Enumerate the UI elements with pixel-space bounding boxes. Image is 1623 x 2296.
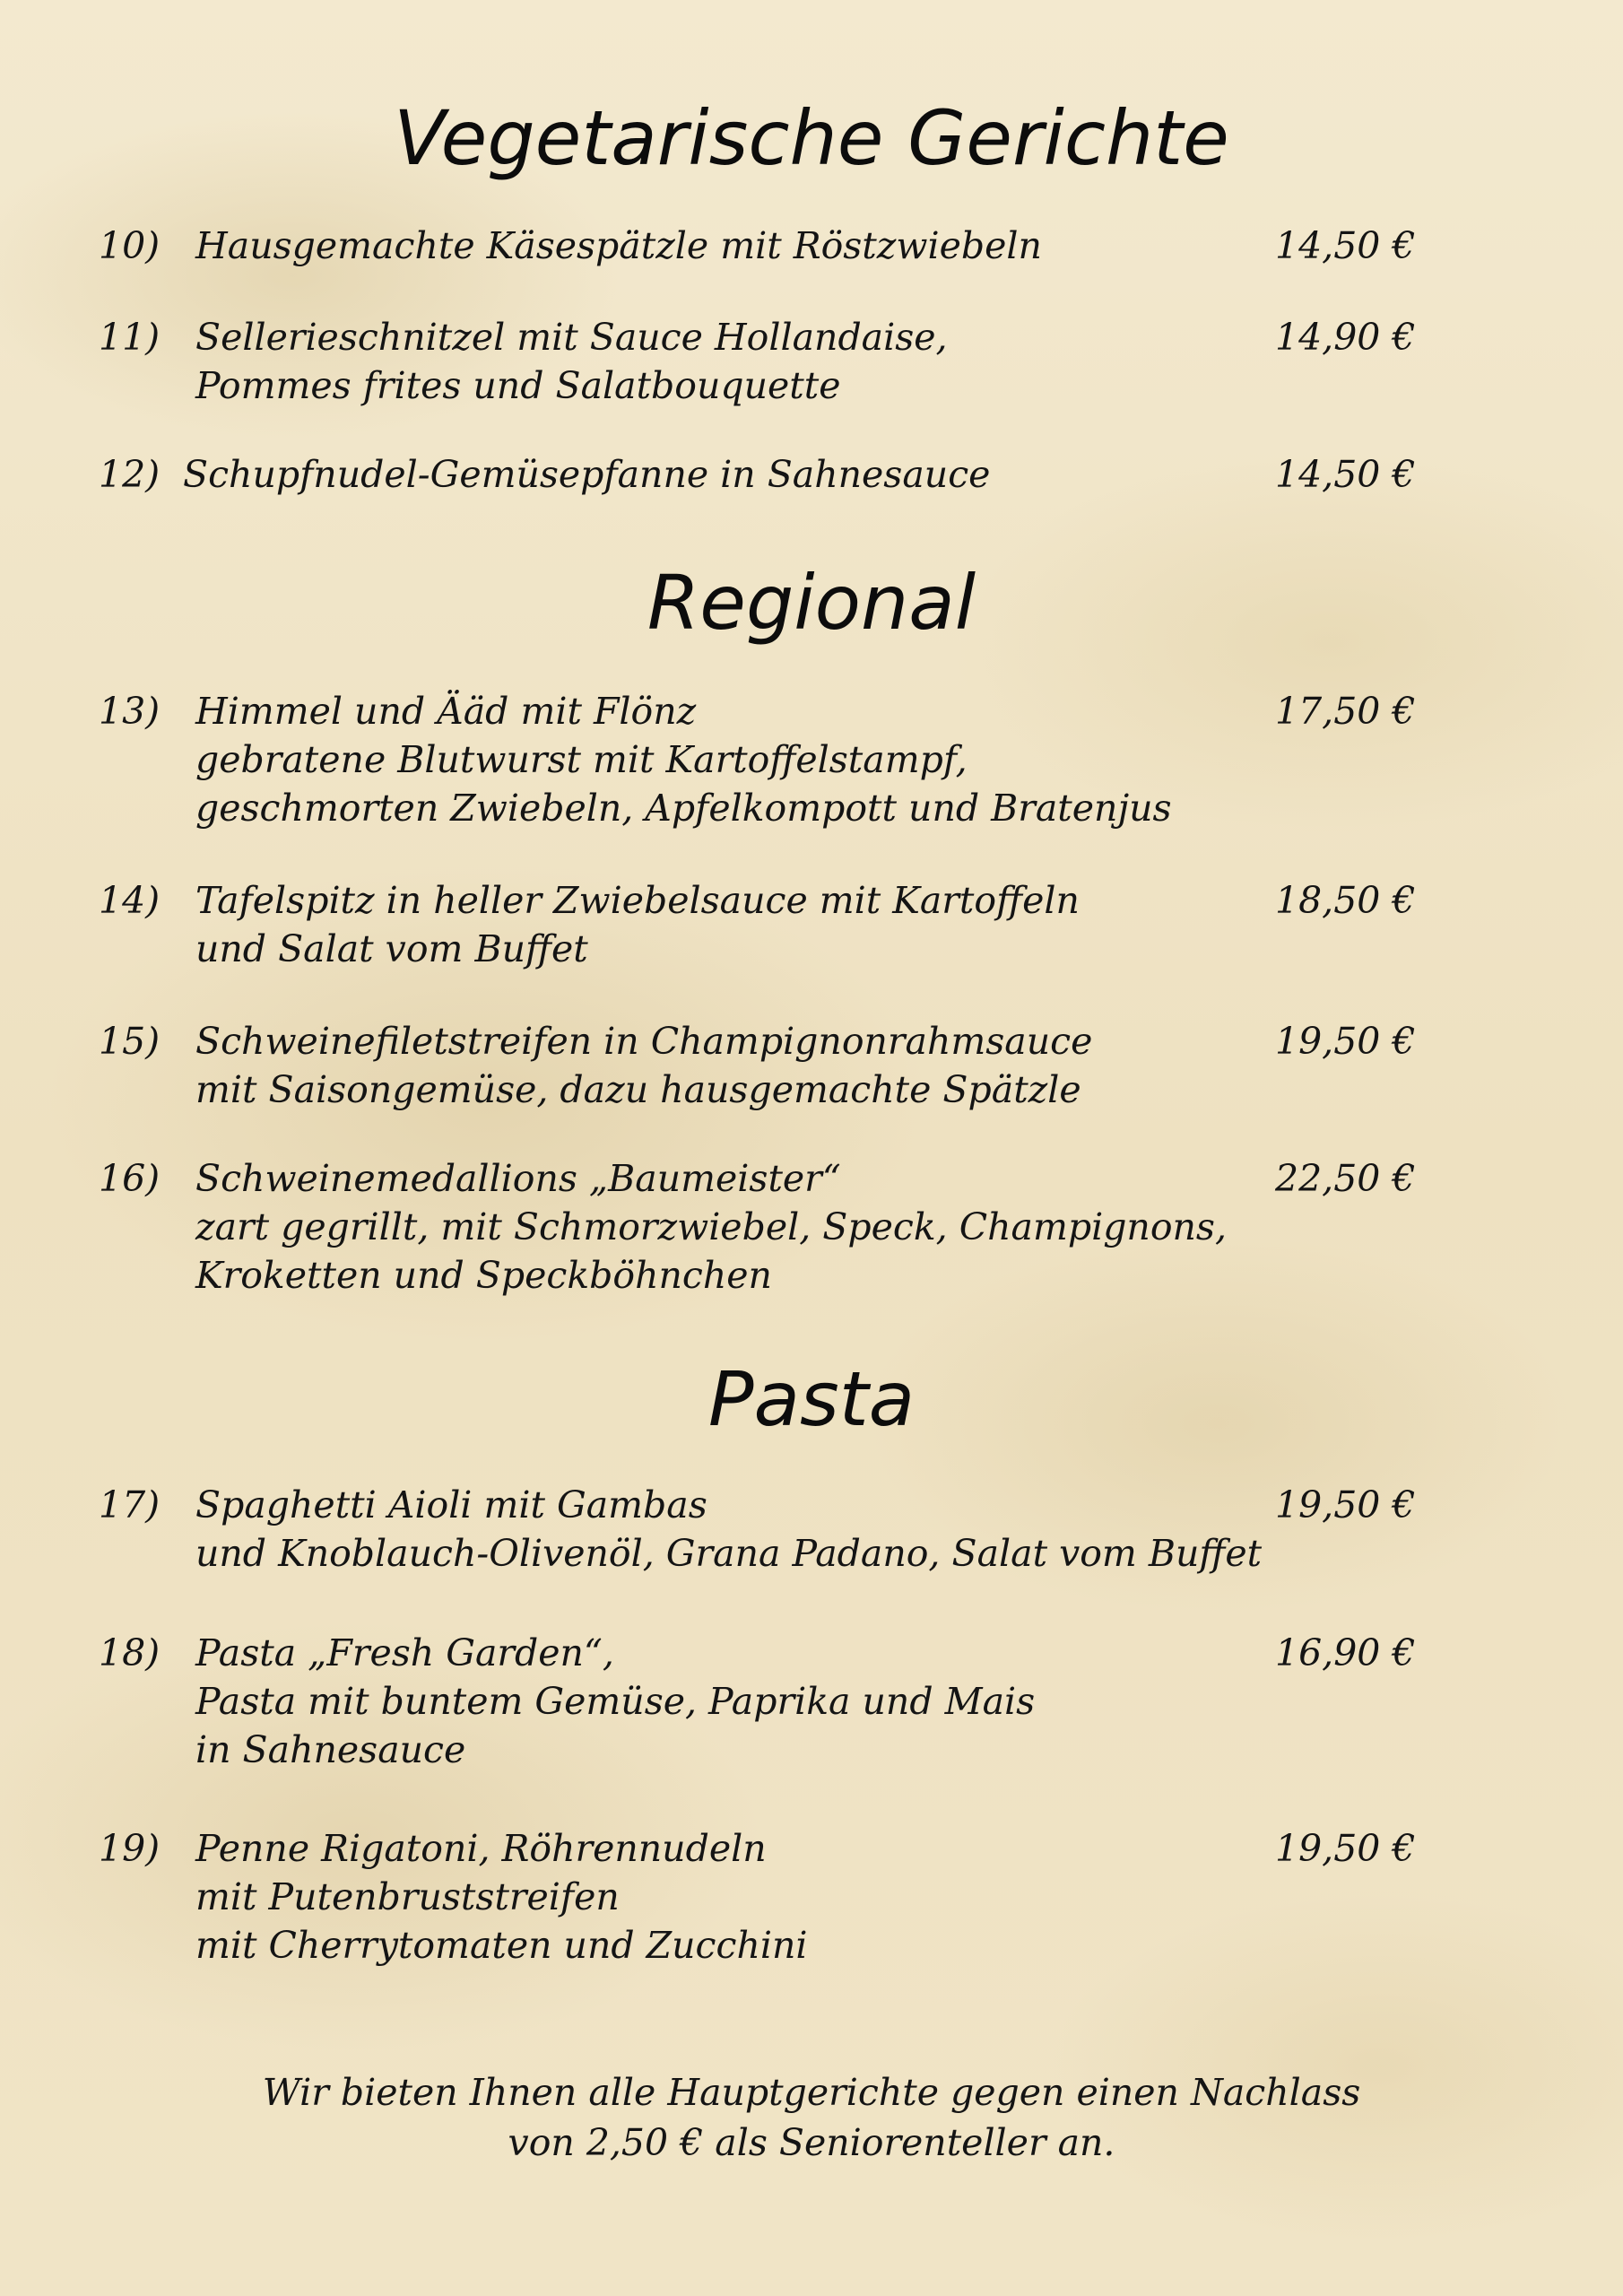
item-price: 14,50 € — [1275, 224, 1416, 267]
item-number: 19) — [99, 1827, 161, 1870]
footer-line: Wir bieten Ihnen alle Hauptgerichte gegen einen Nachlass — [262, 2071, 1361, 2114]
item-description — [195, 1154, 1254, 1300]
item-description — [195, 222, 1254, 270]
item-number: 10) — [99, 224, 161, 267]
item-description — [183, 450, 1241, 499]
section-title-pasta: Pasta — [707, 1355, 916, 1443]
item-description-line: Schupfnudel-Gemüsepfanne in Sahnesauce — [183, 453, 991, 496]
item-description-line: Sellerieschnitzel mit Sauce Hollandaise, — [195, 316, 948, 359]
item-price: 19,50 € — [1275, 1483, 1416, 1526]
item-description-line: Himmel und Ääd mit Flönz — [195, 690, 697, 733]
item-description — [195, 1824, 1254, 1970]
item-price: 17,50 € — [1275, 690, 1416, 733]
item-description — [195, 876, 1254, 973]
item-description-line: geschmorten Zwiebeln, Apfelkompott und Bratenjus — [195, 787, 1172, 830]
item-description-line: mit Putenbruststreifen — [195, 1875, 620, 1918]
item-description-line: und Salat vom Buffet — [195, 927, 588, 970]
item-description-line: Schweinemedallions „Baumeister“ — [195, 1157, 841, 1200]
item-description-line: Kroketten und Speckböhnchen — [195, 1254, 772, 1297]
item-description-line: Hausgemachte Käsespätzle mit Röstzwiebeln — [195, 224, 1042, 267]
item-description-line: Pasta „Fresh Garden“, — [195, 1631, 614, 1674]
item-description-line: Penne Rigatoni, Röhrennudeln — [195, 1827, 767, 1870]
item-number: 14) — [99, 879, 161, 922]
item-description — [195, 313, 1254, 410]
section-title-vegetarisch: Vegetarische Gerichte — [394, 94, 1229, 182]
item-description-line: mit Cherrytomaten und Zucchini — [195, 1924, 808, 1967]
item-price: 19,50 € — [1275, 1020, 1416, 1063]
item-description-line: und Knoblauch-Olivenöl, Grana Padano, Salat vom Buffet — [195, 1532, 1263, 1575]
footer-line: von 2,50 € als Seniorenteller an. — [508, 2121, 1115, 2164]
senior-discount-note — [0, 2067, 1623, 2168]
item-number: 12) — [99, 453, 161, 496]
item-description-line: Pommes frites und Salatbouquette — [195, 364, 841, 407]
item-number: 18) — [99, 1631, 161, 1674]
item-price: 14,90 € — [1275, 316, 1416, 359]
item-description-line: in Sahnesauce — [195, 1728, 466, 1771]
item-description — [195, 1481, 1263, 1578]
item-number: 17) — [99, 1483, 161, 1526]
item-description-line: mit Saisongemüse, dazu hausgemachte Spätzle — [195, 1068, 1081, 1111]
item-price: 16,90 € — [1275, 1631, 1416, 1674]
item-number: 16) — [99, 1157, 161, 1200]
item-description-line: Spaghetti Aioli mit Gambas — [195, 1483, 707, 1526]
item-description-line: Tafelspitz in heller Zwiebelsauce mit Kartoffeln — [195, 879, 1080, 922]
item-number: 15) — [99, 1020, 161, 1063]
item-number: 13) — [99, 690, 161, 733]
item-price: 22,50 € — [1275, 1157, 1416, 1200]
item-description — [195, 1629, 1254, 1774]
item-number: 11) — [99, 316, 161, 359]
item-description — [195, 1017, 1254, 1114]
item-description-line: gebratene Blutwurst mit Kartoffelstampf, — [195, 738, 968, 781]
section-title-regional: Regional — [647, 559, 976, 647]
item-price: 14,50 € — [1275, 453, 1416, 496]
item-description-line: zart gegrillt, mit Schmorzwiebel, Speck, Champignons, — [195, 1205, 1228, 1248]
item-description-line: Schweinefiletstreifen in Champignonrahmsauce — [195, 1020, 1093, 1063]
item-description — [195, 687, 1254, 832]
item-price: 18,50 € — [1275, 879, 1416, 922]
item-price: 19,50 € — [1275, 1827, 1416, 1870]
item-description-line: Pasta mit buntem Gemüse, Paprika und Mais — [195, 1680, 1036, 1723]
